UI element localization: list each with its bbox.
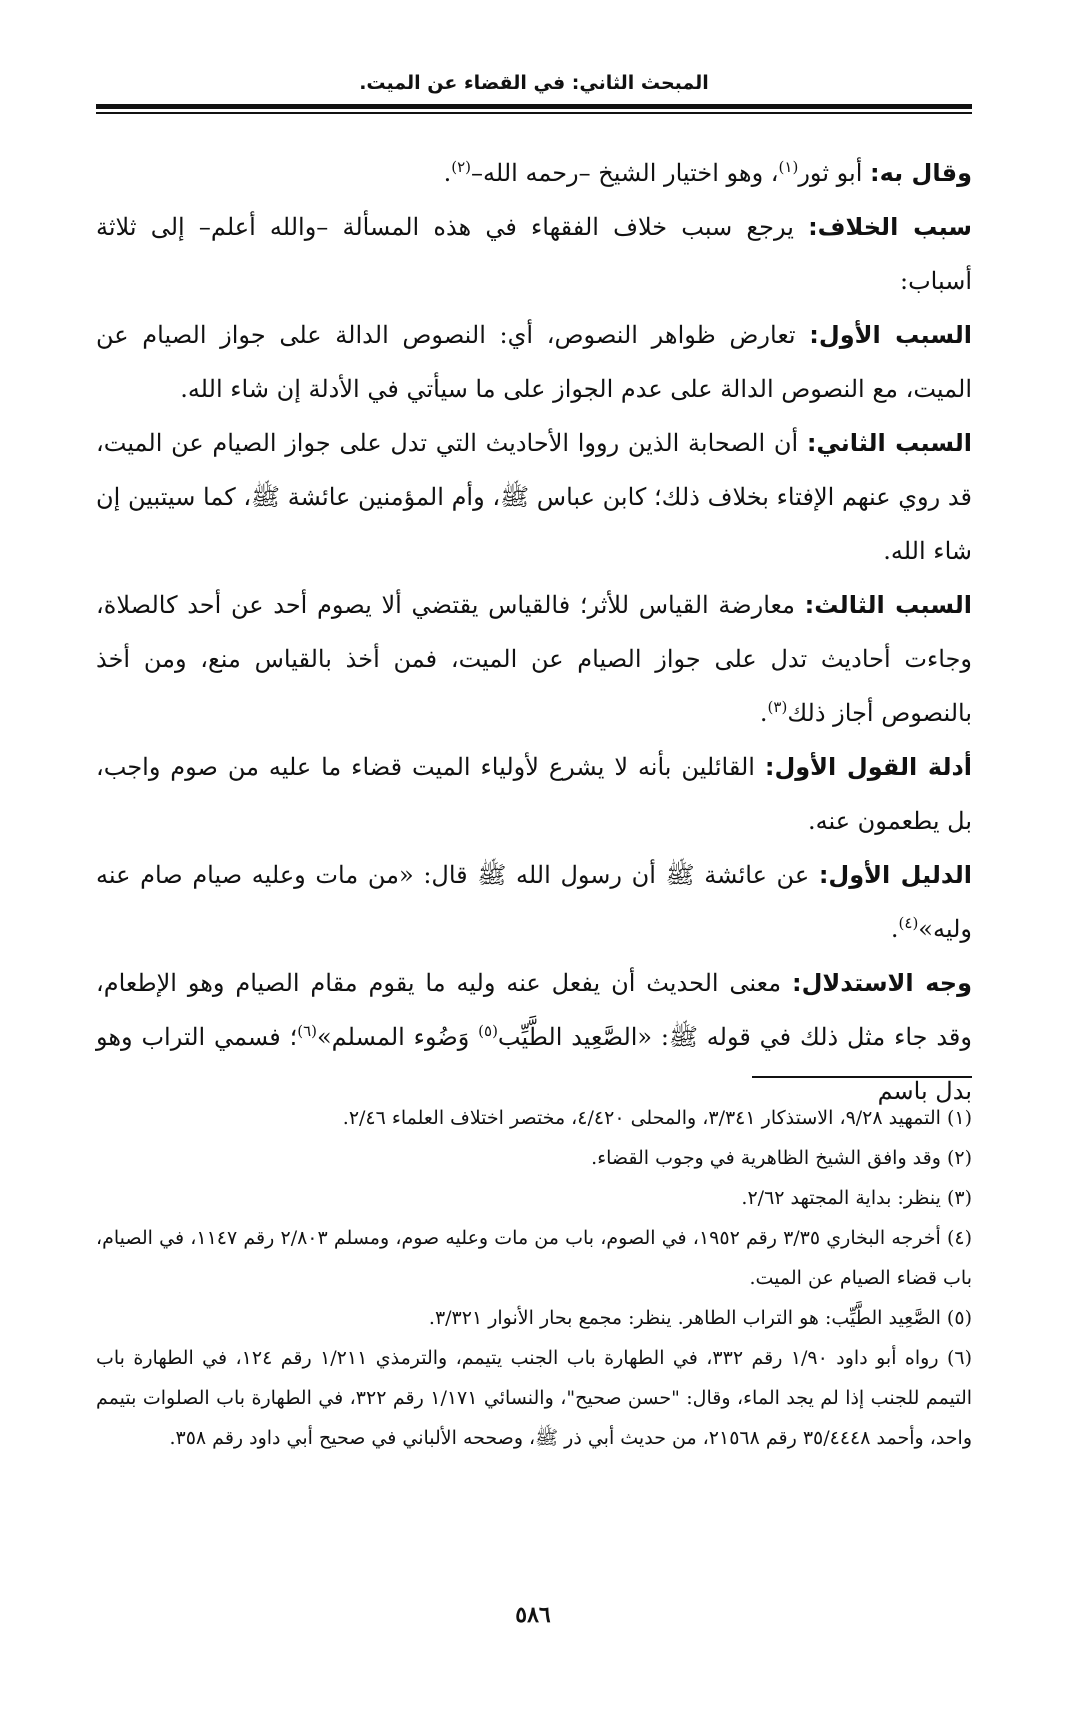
paragraph-text: أبو ثور bbox=[798, 159, 870, 187]
paragraph-text: ، وهو اختيار الشيخ –رحمه الله– bbox=[471, 159, 779, 187]
footnote-ref-6: (٦) bbox=[297, 1022, 317, 1040]
footnote-4: (٤) أخرجه البخاري ٣/٣٥ رقم ١٩٥٢، في الصوم، باب من مات وعليه صوم، ومسلم ٢/٨٠٣ رقم ١١٤٧، في الصيام، باب قضاء الصيام عن الميت. bbox=[96, 1227, 973, 1289]
footnote-6: (٦) رواه أبو داود ١/٩٠ رقم ٣٣٢، في الطهارة باب الجنب يتيمم، والترمذي ١/٢١١ رقم ١٢٤، في الطهارة باب التيمم للجنب إذا لم يجد الماء، وقال: "حسن صحيح"، والنسائي ١/١٧١ رقم ٣٢٢، في الطهارة باب الصلوات بتيمم واحد، وأحمد ٣٥/٤٤٤٨ رقم ٢١٥٦٨، من حديث أبي ذر ﷺ، وصححه الألباني في صحيح أبي داود رقم ٣٥٨. bbox=[96, 1347, 973, 1449]
paragraph-lead: وجه الاستدلال: bbox=[791, 969, 973, 997]
paragraph-text: وَضُوء المسلم» bbox=[316, 1023, 479, 1051]
footnotes bbox=[96, 1098, 972, 1458]
footnote-2: (٢) وقد وافق الشيخ الظاهرية في وجوب القضاء. bbox=[591, 1147, 972, 1169]
paragraph-evidence-first-view bbox=[96, 740, 972, 848]
paragraph-text: عن عائشة ﷺ أن رسول الله ﷺ قال: «من مات وعليه صيام صام عنه وليه» bbox=[96, 861, 972, 943]
paragraph-text: . bbox=[443, 159, 452, 187]
paragraph-lead: وقال به: bbox=[870, 159, 972, 187]
paragraph-text: أن الصحابة الذين رووا الأحاديث التي تدل على جواز الصيام عن الميت، قد روي عنهم الإفتاء بخلاف ذلك؛ كابن عباس ﷺ، وأم المؤمنين عائشة ﷺ، كما سيتبين إن شاء الله. bbox=[96, 429, 972, 565]
footnote-5: (٥) الصَّعِيد الطَّيِّب: هو التراب الطاهر. ينظر: مجمع بحار الأنوار ٣/٣٢١. bbox=[428, 1307, 972, 1329]
running-header: المبحث الثاني: في القضاء عن الميت. bbox=[359, 72, 709, 94]
header-rule-thick bbox=[96, 104, 972, 109]
paragraph-lead: الدليل الأول: bbox=[818, 861, 972, 889]
paragraph-text: معنى الحديث أن يفعل عنه وليه ما يقوم مقام الصيام وهو الإطعام، وقد جاء مثل ذلك في قوله ﷺ: «الصَّعِيد الطَّيِّب bbox=[96, 969, 972, 1051]
footnote-3: (٣) ينظر: بداية المجتهد ٢/٦٢. bbox=[741, 1187, 972, 1209]
paragraph-lead: السبب الثالث: bbox=[804, 591, 973, 619]
paragraph-text: معارضة القياس للأثر؛ فالقياس يقتضي ألا يصوم أحد عن أحد كالصلاة، وجاءت أحاديث تدل على جواز الصيام عن الميت، فمن أخذ بالقياس منع، ومن أخذ بالنصوص أجاز ذلك bbox=[96, 591, 972, 727]
paragraph-text: ؛ فسمي التراب وهو بدل باسم bbox=[96, 1023, 972, 1105]
main-text bbox=[96, 146, 972, 1118]
paragraph-text: . bbox=[890, 915, 899, 943]
paragraph-first-reason bbox=[96, 308, 972, 416]
footnote-1: (١) التمهيد ٩/٢٨، الاستذكار ٣/٣٤١، والمحلى ٤/٤٢٠، مختصر اختلاف العلماء ٢/٤٦. bbox=[342, 1107, 972, 1129]
paragraph-third-reason bbox=[96, 578, 972, 740]
footnote-ref-4: (٤) bbox=[898, 914, 919, 932]
footnote-ref-3: (٣) bbox=[767, 698, 788, 716]
paragraph-lead: السبب الثاني: bbox=[806, 429, 973, 457]
paragraph-second-reason bbox=[96, 416, 972, 578]
paragraph-text: القائلين بأنه لا يشرع لأولياء الميت قضاء ما عليه من صوم واجب، بل يطعمون عنه. bbox=[96, 753, 972, 835]
paragraph-sabab-al-khilaf bbox=[96, 200, 972, 308]
header-rule-thin bbox=[96, 112, 972, 114]
paragraph-inference bbox=[96, 956, 972, 1118]
paragraph-lead: أدلة القول الأول: bbox=[764, 753, 973, 781]
paragraph-text: تعارض ظواهر النصوص، أي: النصوص الدالة على جواز الصيام عن الميت، مع النصوص الدالة على عدم الجواز على ما سيأتي في الأدلة إن شاء الله. bbox=[96, 321, 972, 403]
paragraph-first-evidence bbox=[96, 848, 972, 956]
footnote-ref-2: (٢) bbox=[451, 158, 472, 176]
footnote-ref-1: (١) bbox=[778, 158, 799, 176]
footnote-ref-5: (٥) bbox=[478, 1022, 498, 1040]
paragraph-text: يرجع سبب خلاف الفقهاء في هذه المسألة –والله أعلم– إلى ثلاثة أسباب: bbox=[96, 213, 972, 295]
paragraph-qala-bihi bbox=[96, 146, 972, 200]
paragraph-lead: سبب الخلاف: bbox=[808, 213, 972, 241]
page-number: ٥٨٦ bbox=[515, 1602, 551, 1628]
footnote-separator bbox=[752, 1076, 972, 1078]
paragraph-lead: السبب الأول: bbox=[809, 321, 973, 349]
paragraph-text: . bbox=[759, 699, 768, 727]
